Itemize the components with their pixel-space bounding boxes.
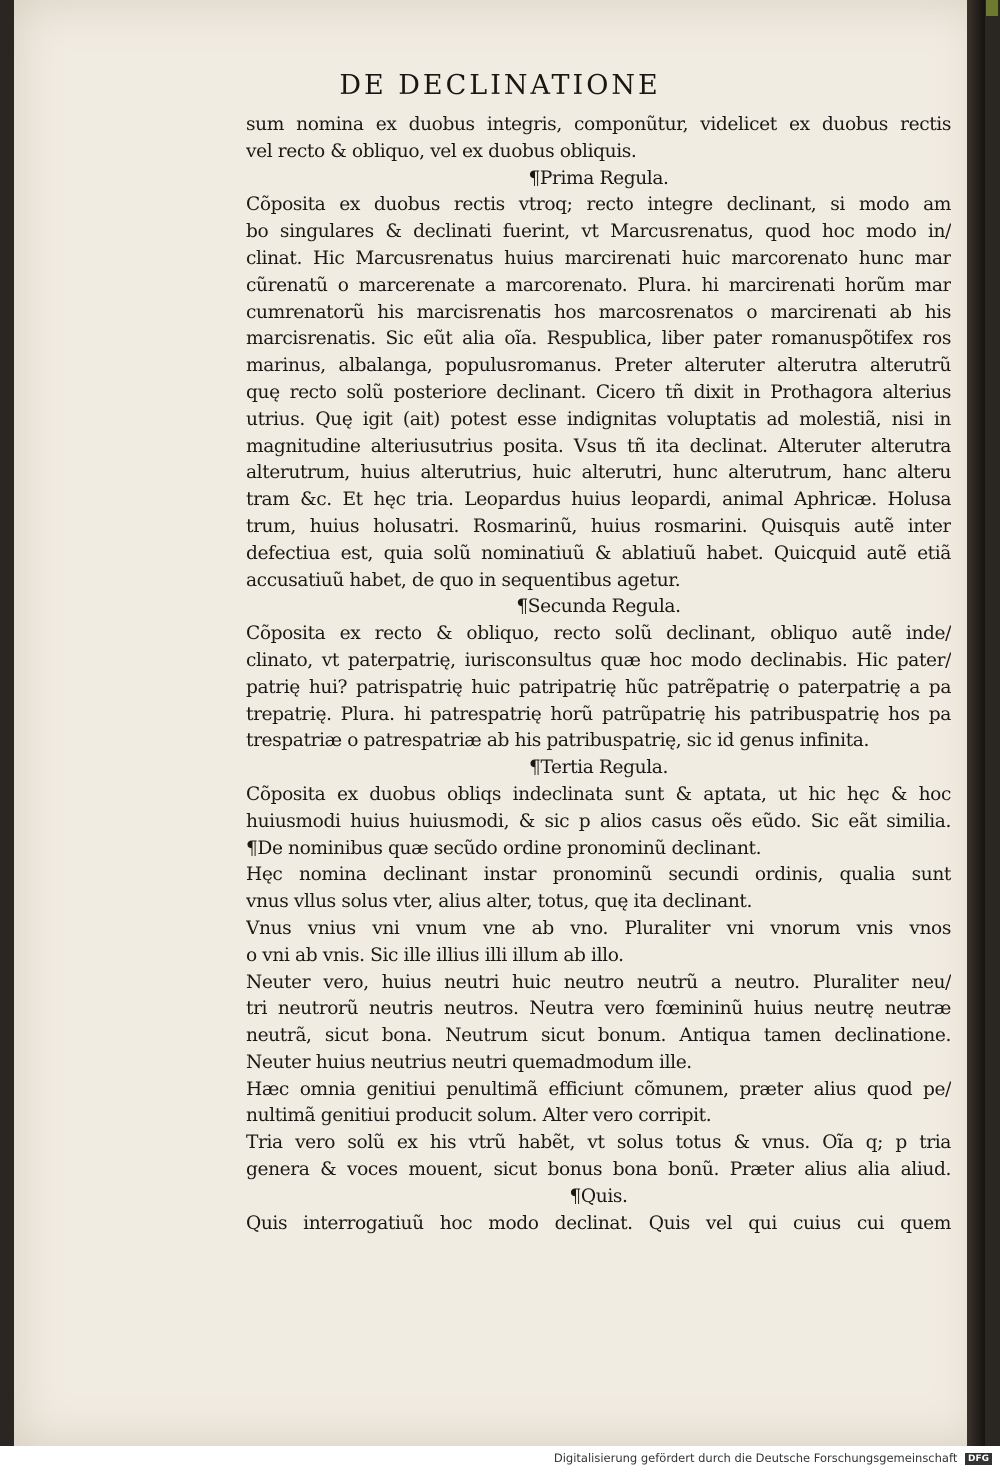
running-header: DE DECLINATIONE	[339, 70, 661, 101]
text-line: tri neutrorũ neutris neutros. Neutra vero fœmininũ huius neutrę neutræ	[246, 998, 951, 1020]
text-line: vel recto & obliquo, vel ex duobus obliquis.	[246, 140, 637, 162]
text-line: Quis interrogatiuũ hoc modo declinat. Quis vel qui cuius cui quem	[246, 1212, 951, 1234]
text-line: Hæc omnia genitiui penultimã efficiunt cõmunem, præter alius quod pe/	[246, 1078, 951, 1100]
text-line: Neuter vero, huius neutri huic neutro neutrũ a neutro. Pluraliter neu/	[246, 971, 951, 993]
footer-text: Digitalisierung gefördert durch die Deutsche Forschungsgemeinschaft	[553, 1451, 958, 1465]
text-line: cũrenatũ o marcerenate a marcorenato. Plura. hi marcirenati horũm mar	[246, 274, 951, 296]
text-line: vnus vllus solus vter, alius alter, totus, quę ita declinant.	[246, 891, 752, 913]
text-line: neutrã, sicut bona. Neutrum sicut bonum. Antiqua tamen declinatione.	[246, 1025, 951, 1047]
text-line: clinat. Hic Marcusrenatus huius marcirenati huic marcorenato hunc mar	[246, 247, 951, 269]
text-line: genera & voces mouent, sicut bonus bona bonũ. Præter alius alia aliud.	[246, 1159, 951, 1181]
text-line: cumrenatorũ his marcisrenatis hos marcosrenatos o marcirenati ab his	[246, 301, 951, 323]
text-line: trepatrię. Plura. hi patrespatrię horũ patrũpatrię his patribuspatrię hos pa	[246, 703, 951, 725]
section-heading: ¶Quis.	[569, 1185, 628, 1207]
text-line: alterutrum, huius alterutrius, huic alterutri, hunc alterutrum, hanc alteru	[246, 462, 951, 484]
text-line: quę recto solũ posteriore declinant. Cicero tñ dixit in Prothagora alterius	[246, 381, 951, 403]
text-line: accusatiuũ habet, de quo in sequentibus agetur.	[246, 569, 681, 591]
bookmark-ribbon	[986, 0, 998, 16]
text-line: Cõposita ex duobus obliqs indeclinata sunt & aptata, ut hic hęc & hoc	[246, 783, 951, 805]
text-line: trum, huius holusatri. Rosmarinũ, huius rosmarini. Quisquis autẽ inter	[246, 515, 951, 537]
section-heading: ¶Secunda Regula.	[516, 596, 681, 618]
text-line: defectiua est, quia solũ nominatiuũ & ablatiuũ habet. Quicquid autẽ etiã	[246, 542, 951, 564]
text-line: Neuter huius neutrius neutri quemadmodum ille.	[246, 1051, 692, 1073]
text-line: nultimã genitiui producit solum. Alter vero corripit.	[246, 1105, 712, 1127]
text-line: marcisrenatis. Sic eũt alia oĩa. Respublica, liber pater romanuspõtifex ros	[246, 328, 951, 350]
digitization-footer	[554, 1451, 992, 1465]
dfg-logo-badge: DFG	[965, 1453, 992, 1465]
text-line: bo singulares & declinati fuerint, vt Marcusrenatus, quod hoc modo in/	[246, 221, 951, 243]
section-heading: ¶Prima Regula.	[528, 167, 669, 189]
section-heading: ¶Tertia Regula.	[529, 757, 668, 779]
text-line: Tria vero solũ ex his vtrũ habẽt, vt solus totus & vnus. Oĩa q; p tria	[246, 1132, 951, 1154]
text-line: Cõposita ex recto & obliquo, recto solũ declinant, obliquo autẽ inde/	[246, 623, 951, 645]
text-line: huiusmodi huius huiusmodi, & sic p alios casus oẽs eũdo. Sic eãt similia.	[246, 810, 951, 832]
text-line: sum nomina ex duobus integris, componũtur, videlicet ex duobus rectis	[246, 114, 951, 135]
text-line: tram &c. Et hęc tria. Leopardus huius leopardi, animal Aphricæ. Holusa	[246, 489, 951, 511]
text-line: Hęc nomina declinant instar pronominũ secundi ordinis, qualia sunt	[246, 864, 951, 886]
text-line: o vni ab vnis. Sic ille illius illi illum ab illo.	[246, 944, 624, 966]
text-line: trespatriæ o patrespatriæ ab his patribuspatrię, sic id genus infinita.	[246, 730, 869, 752]
text-line: magnitudine alteriusutrius posita. Vsus tñ ita declinat. Alteruter alterutra	[246, 435, 951, 457]
section-heading: ¶De nominibus quæ secũdo ordine pronominũ declinant.	[246, 837, 762, 859]
text-line: marinus, albalanga, populusromanus. Preter alteruter alterutra alterutrũ	[246, 355, 951, 377]
text-line: Vnus vnius vni vnum vne ab vno. Pluraliter vni vnorum vnis vnos	[246, 917, 951, 939]
text-block	[246, 112, 951, 1237]
text-line: patrię hui? patrispatrię huic patripatrię hũc patrẽpatrię o paterpatrię a pa	[246, 676, 951, 698]
text-line: clinato, vt paterpatrię, iurisconsultus quæ hoc modo declinabis. Hic pater/	[246, 649, 951, 671]
page-edge	[967, 0, 985, 1446]
text-line: Cõposita ex duobus rectis vtroq; recto integre declinant, si modo am	[246, 194, 951, 216]
text-line: utrius. Quę igit (ait) potest esse indignitas voluptatis ad molestiã, nisi in	[246, 408, 951, 430]
